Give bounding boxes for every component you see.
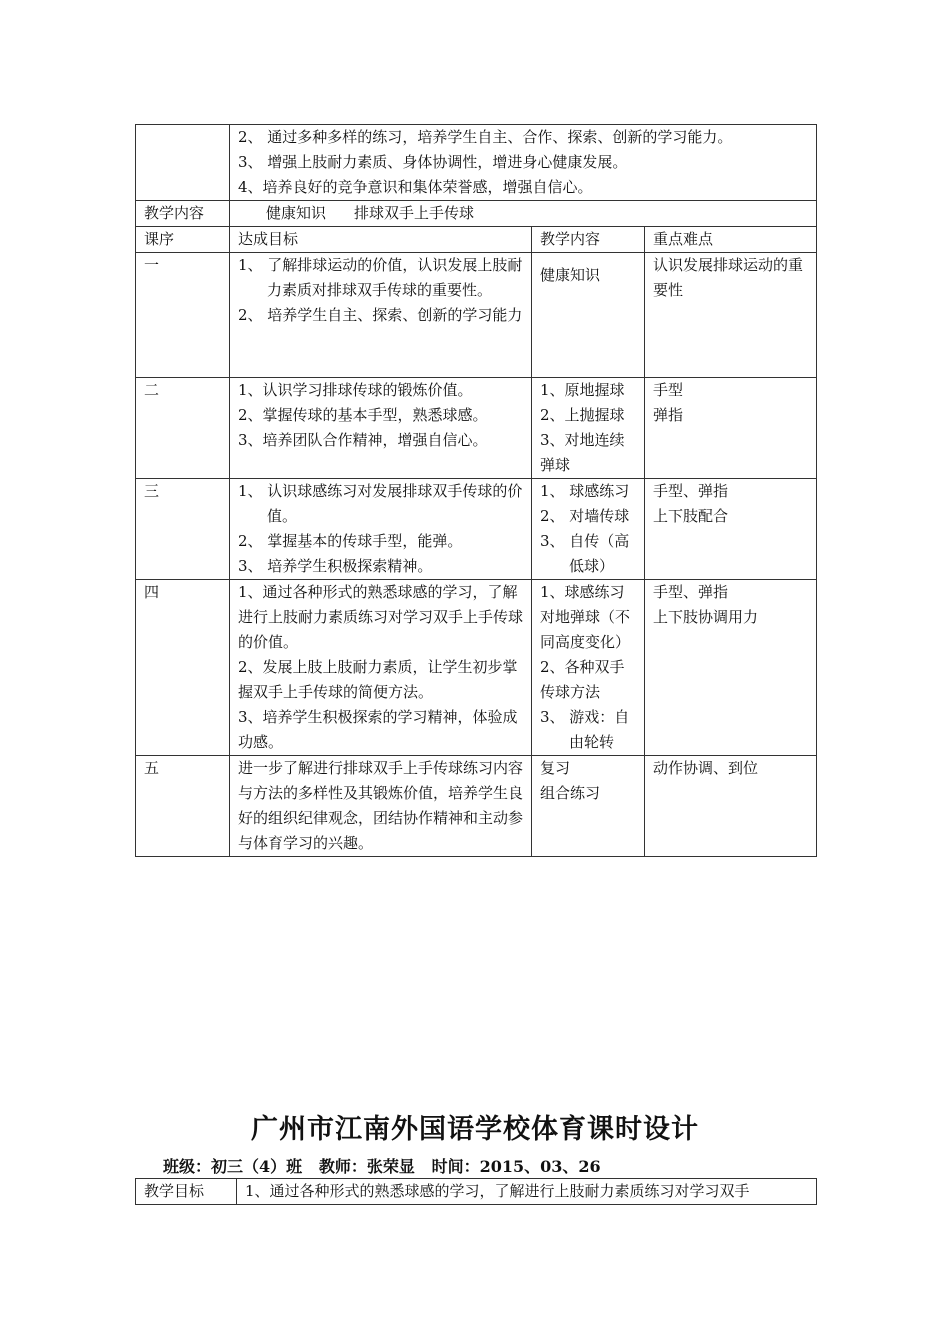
key-cell [645,479,817,580]
time-label: 时间：2015、03、26 [431,1157,601,1176]
header-key: 重点难点 [645,227,817,253]
goal-item: 2、发展上肢上肢耐力素质，让学生初步掌握双手上手传球的简便方法。 [238,658,518,701]
goal-item: 进一步了解进行排球双手上手传球练习内容与方法的多样性及其锻炼价值，培养学生良好的组织纪律观念，团结协作精神和主动参与体育学习的兴趣。 [238,759,524,852]
key-item: 动作协调、到位 [653,759,759,777]
content-cell [532,580,645,756]
lesson-number: 四 [136,580,230,756]
goal-item: 2、 掌握基本的传球手型，能弹。 [238,532,463,550]
goals-cell [230,580,532,756]
content-cell [532,253,645,378]
table-row [136,479,817,580]
content-cell [532,378,645,479]
goal-item: 1、认识学习排球传球的锻炼价值。 [238,381,473,399]
goal-item: 3、 培养学生积极探索精神。 [238,557,433,575]
content-value-cell [230,201,817,227]
page-title: 广州市江南外国语学校体育课时设计 [251,1114,699,1145]
goal-row [136,1179,817,1205]
goals-continued-row [136,125,817,201]
key-item: 上下肢协调用力 [653,608,759,626]
second-table [135,1178,817,1205]
key-item: 上下肢配合 [653,507,729,525]
table-row [136,253,817,378]
key-item: 手型 [653,381,684,399]
content-item: 3、 自传（高低球） [540,532,630,575]
goals-cell [230,253,532,378]
teacher-label: 教师：张荣显 [318,1157,415,1176]
lesson-number: 二 [136,378,230,479]
content-item: 组合练习 [540,784,601,802]
content-value-2: 排球双手上手传球 [354,204,475,222]
goal-line: 3、 增强上肢耐力素质、身体协调性，增进身心健康发展。 [238,153,628,171]
goal-text: 1、通过各种形式的熟悉球感的学习，了解进行上肢耐力素质练习对学习双手 [237,1179,817,1205]
content-item: 3、对地连续弹球 [540,431,625,474]
goal-label: 教学目标 [136,1179,237,1205]
key-item: 认识发展排球运动的重要性 [653,256,804,299]
table-row [136,378,817,479]
lesson-number: 一 [136,253,230,378]
content-item: 2、 对墙传球 [540,507,630,525]
goal-item: 1、 认识球感练习对发展排球双手传球的价值。 [238,482,523,525]
content-item: 复习 [540,759,571,777]
goals-cell [230,378,532,479]
content-item: 1、球感练习对地弹球（不同高度变化） [540,583,631,651]
key-item: 手型、弹指 [653,583,729,601]
table-row [136,756,817,857]
goal-item: 3、培养团队合作精神，增强自信心。 [238,431,488,449]
header-row [136,227,817,253]
key-cell [645,756,817,857]
key-item: 弹指 [653,406,684,424]
lesson-plan-table [135,124,817,857]
key-item: 手型、弹指 [653,482,729,500]
key-cell [645,378,817,479]
goals-continued-cell [230,125,817,201]
class-label: 班级：初三（4）班 [163,1157,303,1176]
table-row [136,580,817,756]
goal-item: 1、通过各种形式的熟悉球感的学习，了解进行上肢耐力素质练习对学习双手上手传球的价值。 [238,583,524,651]
goal-item: 2、掌握传球的基本手型，熟悉球感。 [238,406,488,424]
content-label: 教学内容 [136,201,230,227]
goal-item: 3、培养学生积极探索的学习精神，体验成功感。 [238,708,518,751]
key-cell [645,580,817,756]
header-lesson: 课序 [136,227,230,253]
key-cell [645,253,817,378]
goals-cell [230,479,532,580]
goal-line: 4、培养良好的竞争意识和集体荣誉感，增强自信心。 [238,178,593,196]
content-item: 3、 游戏：自由轮转 [540,708,630,751]
content-value-1: 健康知识 [266,204,327,222]
header-content: 教学内容 [532,227,645,253]
content-item: 1、 球感练习 [540,482,630,500]
content-item: 2、上抛握球 [540,406,625,424]
content-cell [532,756,645,857]
content-cell [532,479,645,580]
goal-item: 2、 培养学生自主、探索、创新的学习能力 [238,306,523,324]
class-info-line [163,1154,601,1177]
goals-label-cell [136,125,230,201]
lesson-number: 三 [136,479,230,580]
content-item: 1、原地握球 [540,381,625,399]
goal-line: 2、 通过多种多样的练习，培养学生自主、合作、探索、创新的学习能力。 [238,128,733,146]
content-row [136,201,817,227]
content-item: 2、各种双手传球方法 [540,658,625,701]
lesson-number: 五 [136,756,230,857]
goals-cell [230,756,532,857]
goal-item: 1、 了解排球运动的价值，认识发展上肢耐力素质对排球双手传球的重要性。 [238,256,523,299]
header-goals: 达成目标 [230,227,532,253]
content-item: 健康知识 [540,266,601,284]
